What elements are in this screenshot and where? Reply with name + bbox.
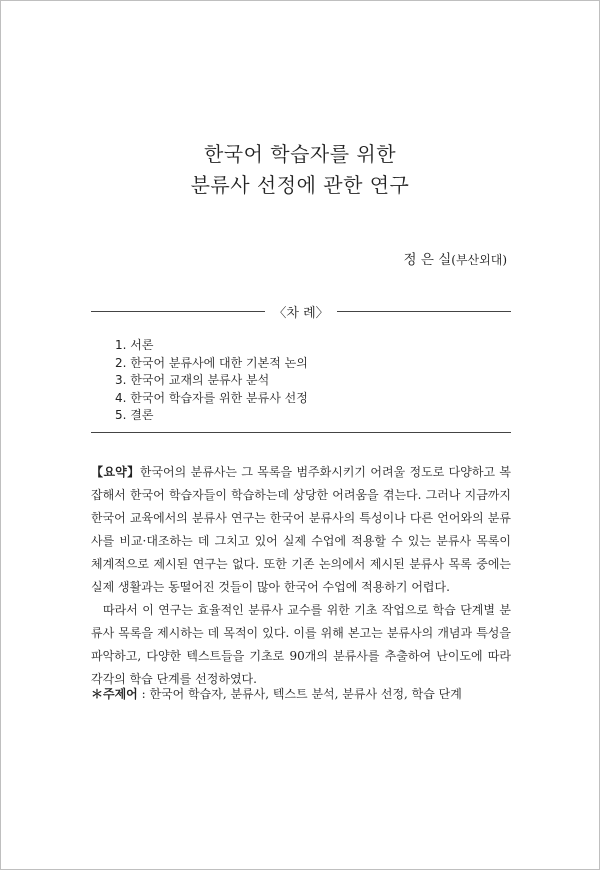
author-affiliation: (부산외대)	[451, 253, 507, 267]
toc-item: 2. 한국어 분류사에 대한 기본적 논의	[115, 355, 308, 370]
toc-item: 3. 한국어 교재의 분류사 분석	[115, 373, 270, 388]
toc-rule-left	[91, 311, 265, 312]
abstract-paragraph-2: 따라서 이 연구는 효율적인 분류사 교수를 위한 기초 작업으로 학습 단계별 분류사 목록을 제시하는 데 목적이 있다. 이를 위해 본고는 분류사의 개념과 특성을 파악하고, 다양한 텍스트들을 기초로 90개의 분류사를 추출하여 난이도에 따라 각각의 학습 단계를 선정하였다.	[91, 603, 511, 686]
paper-title	[1, 139, 599, 201]
keywords-text: 한국어 학습자, 분류사, 텍스트 분석, 분류사 선정, 학습 단계	[149, 687, 462, 701]
keywords	[91, 685, 462, 702]
toc-item: 1. 서론	[115, 338, 154, 352]
keywords-separator: :	[137, 687, 150, 701]
toc-bottom-rule	[91, 432, 511, 433]
toc-item: 5. 결론	[115, 408, 154, 423]
keywords-label: ＊주제어	[91, 687, 138, 701]
toc-list	[115, 337, 308, 425]
abstract-text-1: 한국어의 분류사는 그 목록을 범주화시키기 어려울 정도로 다양하고 복잡해서 한국어 학습자들이 학습하는데 상당한 어려움을 겪는다. 그러나 지금까지 한국어 교육에서의 분류사 연구는 한국어 분류사의 특성이나 다른 언어와의 분류사를 비교·대조하는 데 그치고 있어 실제 수업에 적용할 수 있는 분류사 목록이 체계적으로 제시된 연구는 없다. 또한 기존 논의에서 제시된 분류사 목록 중에는 실제 생활과는 동떨어진 것들이 많아 한국어 수업에 적용하기 어렵다.	[91, 465, 512, 594]
toc-header	[91, 301, 511, 321]
author-name: 정 은 실	[403, 252, 452, 268]
toc-item: 4. 한국어 학습자를 위한 분류사 선정	[115, 390, 308, 405]
abstract-paragraph-1	[91, 461, 511, 599]
title-line-2: 분류사 선정에 관한 연구	[190, 173, 410, 197]
title-line-1: 한국어 학습자를 위한	[203, 142, 397, 166]
author-line	[404, 248, 507, 268]
abstract	[91, 461, 511, 691]
abstract-tag: 【요약】	[91, 465, 140, 479]
toc-title: 〈차 례〉	[273, 305, 329, 321]
toc-rule-right	[337, 311, 511, 312]
